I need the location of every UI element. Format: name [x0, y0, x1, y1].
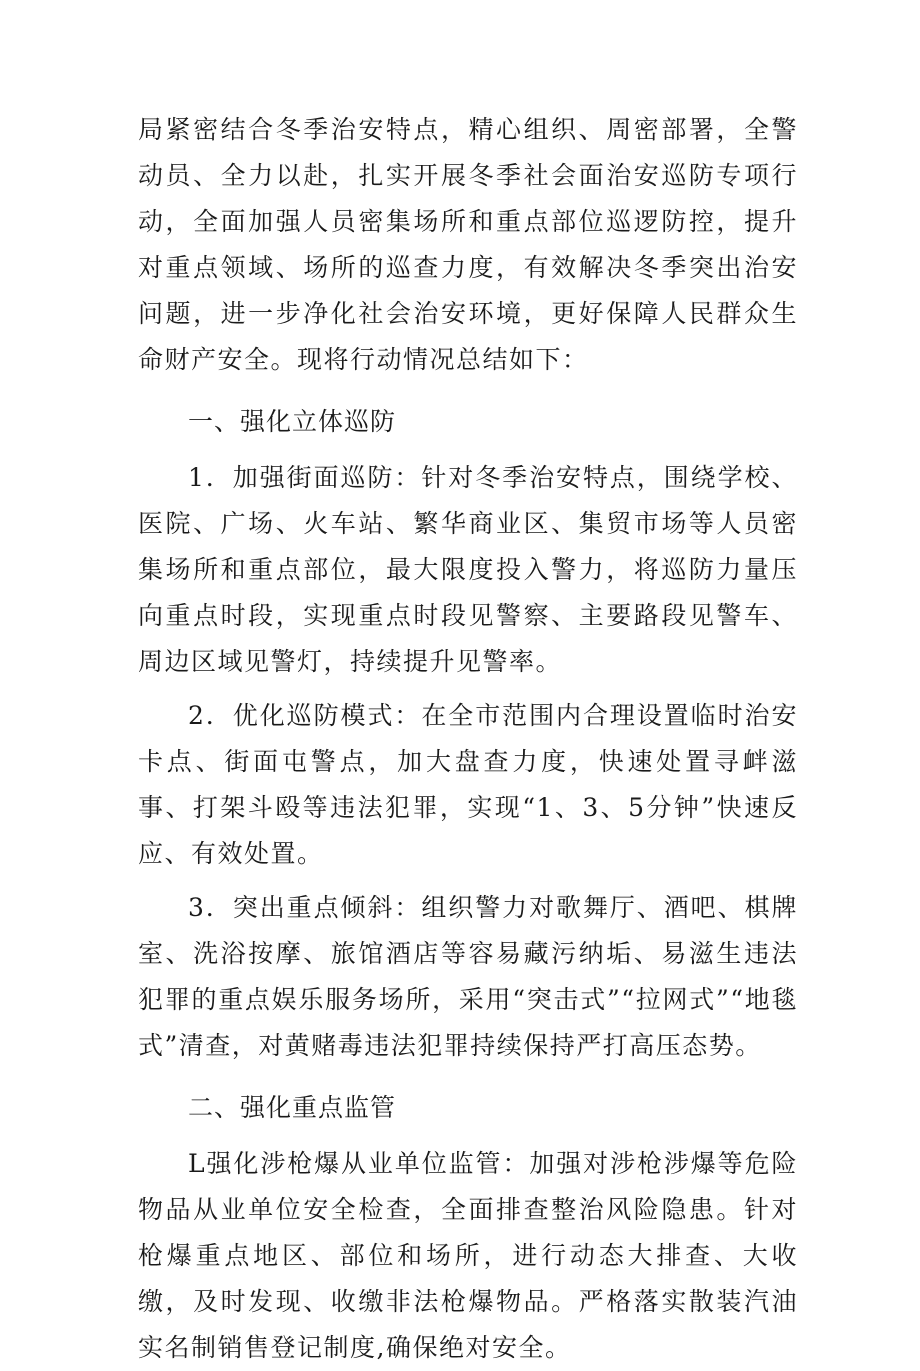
spacer	[138, 685, 798, 693]
section-1-item-3: 3．突出重点倾斜：组织警力对歌舞厅、酒吧、棋牌室、洗浴按摩、旅馆酒店等容易藏污纳垢、易滋生违法犯罪的重点娱乐服务场所，采用“突击式”“拉网式”“地毯式”清查，对黄赌毒违法犯罪持续保持严打高压态势。	[138, 893, 798, 1060]
section-1-item-2: 2．优化巡防模式：在全市范围内合理设置临时治安卡点、街面屯警点，加大盘查力度，快速处置寻衅滋事、打架斗殴等违法犯罪，实现“1、3、5分钟”快速反应、有效处置。	[138, 701, 798, 868]
spacer	[138, 1069, 798, 1077]
spacer	[138, 877, 798, 885]
section-1-item-1: 1．加强街面巡防：针对冬季治安特点，围绕学校、医院、广场、火车站、繁华商业区、集贸市场等人员密集场所和重点部位，最大限度投入警力，将巡防力量压向重点时段，实现重点时段见警察、主要路段见警车、周边区域见警灯，持续提升见警率。	[138, 463, 798, 676]
section-2-heading: 二、强化重点监管	[188, 1093, 397, 1122]
intro-paragraph: 局紧密结合冬季治安特点，精心组织、周密部署，全警动员、全力以赴，扎实开展冬季社会面治安巡防专项行动，全面加强人员密集场所和重点部位巡逻防控，提升对重点领域、场所的巡查力度，有效解决冬季突出治安问题，进一步净化社会治安环境，更好保障人民群众生命财产安全。现将行动情况总结如下：	[138, 115, 798, 374]
spacer	[138, 383, 798, 391]
section-1-heading: 一、强化立体巡防	[188, 407, 397, 436]
section-2-item-1: L强化涉枪爆从业单位监管：加强对涉枪涉爆等危险物品从业单位安全检查，全面排查整治风险隐患。针对枪爆重点地区、部位和场所，进行动态大排查、大收缴，及时发现、收缴非法枪爆物品。严格落实散装汽油实名制销售登记制度,确保绝对安全。	[138, 1149, 798, 1362]
document-body	[138, 107, 798, 1371]
